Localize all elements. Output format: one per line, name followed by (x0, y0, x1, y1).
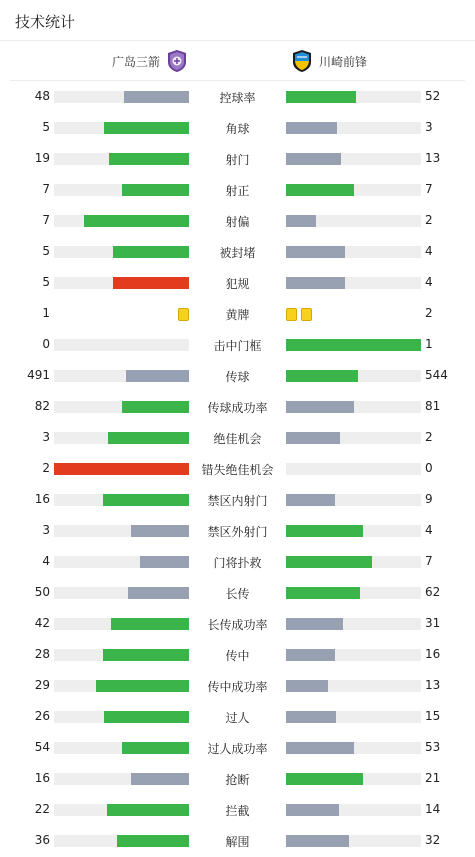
home-stat-value: 5 (42, 275, 50, 289)
stat-row (0, 546, 475, 577)
home-stat-bar (54, 556, 189, 568)
stat-row (0, 453, 475, 484)
away-stat-bar (286, 184, 421, 196)
home-stat-value: 3 (42, 430, 50, 444)
away-stat-bar-fill (286, 587, 360, 599)
away-stat-bar (286, 773, 421, 785)
home-stat-value: 5 (42, 120, 50, 134)
home-stat-bar-fill (117, 835, 189, 847)
home-stat-bar (54, 277, 189, 289)
away-stat-bar (286, 153, 421, 165)
team-header (10, 41, 465, 81)
stat-label: 门将扑救 (213, 556, 262, 570)
away-stat-bar (286, 246, 421, 258)
stat-row (0, 205, 475, 236)
away-stat-value: 32 (425, 833, 441, 847)
away-stat-bar (286, 277, 421, 289)
page-header (0, 0, 475, 41)
home-stat-bar (54, 525, 189, 537)
stat-row (0, 329, 475, 360)
stat-label: 控球率 (219, 91, 256, 105)
away-stat-bar-fill (286, 277, 345, 289)
stat-label: 黄牌 (225, 308, 250, 322)
away-stat-bar (286, 463, 421, 475)
away-stat-bar (286, 339, 421, 351)
away-stat-bar-fill (286, 184, 354, 196)
away-stat-value: 13 (425, 151, 441, 165)
away-stat-bar-fill (286, 835, 349, 847)
home-stat-value: 54 (34, 740, 50, 754)
yellow-card-icon (301, 308, 312, 321)
stat-row (0, 267, 475, 298)
away-stat-bar-fill (286, 432, 340, 444)
stats-list (0, 81, 475, 856)
stat-row (0, 701, 475, 732)
home-stat-value: 82 (34, 399, 50, 413)
home-stat-bar-fill (109, 153, 189, 165)
away-stat-value: 4 (425, 523, 433, 537)
home-stat-bar (54, 401, 189, 413)
home-stat-value: 48 (34, 89, 50, 103)
away-stat-bar-fill (286, 494, 335, 506)
away-stat-bar (286, 649, 421, 661)
home-stat-bar-fill (113, 246, 189, 258)
stat-row (0, 484, 475, 515)
away-stat-bar-fill (286, 804, 339, 816)
home-stat-bar (54, 184, 189, 196)
stat-row (0, 391, 475, 422)
away-stat-bar-fill (286, 91, 356, 103)
home-stat-bar-fill (131, 773, 189, 785)
home-stat-bar (54, 680, 189, 692)
stat-row (0, 732, 475, 763)
stat-label: 禁区内射门 (207, 494, 268, 508)
stat-label: 拦截 (225, 804, 250, 818)
home-stat-value: 28 (34, 647, 50, 661)
away-stat-value: 31 (425, 616, 441, 630)
stat-label: 传中 (225, 649, 250, 663)
away-stat-value: 7 (425, 554, 433, 568)
home-stat-bar (54, 835, 189, 847)
home-stat-bar-fill (104, 122, 189, 134)
home-stat-value: 0 (42, 337, 50, 351)
home-stat-value: 42 (34, 616, 50, 630)
home-stat-value: 22 (34, 802, 50, 816)
home-stat-value: 16 (34, 492, 50, 506)
home-stat-bar-fill (84, 215, 189, 227)
stat-label: 解围 (225, 835, 250, 849)
home-stat-bar-fill (113, 277, 189, 289)
home-stat-bar-fill (122, 184, 190, 196)
home-stat-bar-fill (126, 370, 189, 382)
home-stat-bar (54, 246, 189, 258)
away-stat-bar (286, 587, 421, 599)
away-stat-bar-fill (286, 153, 341, 165)
home-stat-bar (54, 153, 189, 165)
stat-label: 禁区外射门 (207, 525, 268, 539)
away-stat-bar (286, 742, 421, 754)
stat-row (0, 143, 475, 174)
home-stat-bar-fill (122, 742, 190, 754)
stat-label: 传球成功率 (207, 401, 268, 415)
away-stat-value: 544 (425, 368, 448, 382)
home-stat-bar (54, 711, 189, 723)
away-stat-bar (286, 91, 421, 103)
home-stat-value: 50 (34, 585, 50, 599)
stat-row (0, 298, 475, 329)
stat-row (0, 608, 475, 639)
home-stat-bar (54, 91, 189, 103)
away-stat-bar (286, 401, 421, 413)
away-yellow-cards (286, 308, 421, 320)
stat-label: 过人成功率 (207, 742, 268, 756)
home-team-crest-icon (166, 49, 188, 73)
home-team-name: 广岛三箭 (111, 54, 160, 69)
away-stat-value: 7 (425, 182, 433, 196)
stat-label: 射门 (225, 153, 250, 167)
stat-label: 抢断 (225, 773, 250, 787)
stat-row (0, 236, 475, 267)
away-stat-bar-fill (286, 680, 328, 692)
stat-label: 射正 (225, 184, 250, 198)
away-stat-value: 9 (425, 492, 433, 506)
away-stat-value: 2 (425, 306, 433, 320)
home-stat-bar-fill (128, 587, 189, 599)
away-team[interactable] (291, 48, 367, 74)
away-team-crest-icon (291, 49, 313, 73)
away-stat-value: 62 (425, 585, 441, 599)
home-stat-value: 5 (42, 244, 50, 258)
home-stat-value: 16 (34, 771, 50, 785)
stat-row (0, 515, 475, 546)
home-stat-value: 19 (34, 151, 50, 165)
home-stat-bar (54, 339, 189, 351)
home-stat-value: 2 (42, 461, 50, 475)
away-stat-value: 52 (425, 89, 441, 103)
stat-label: 长传成功率 (207, 618, 268, 632)
home-stat-bar (54, 494, 189, 506)
stat-row (0, 794, 475, 825)
home-stat-bar (54, 804, 189, 816)
away-stat-bar-fill (286, 215, 316, 227)
away-stat-value: 53 (425, 740, 441, 754)
stat-label: 击中门框 (213, 339, 262, 353)
stat-label: 过人 (225, 711, 250, 725)
yellow-card-icon (178, 308, 189, 321)
away-stat-value: 15 (425, 709, 441, 723)
stat-label: 传中成功率 (207, 680, 268, 694)
away-stat-value: 1 (425, 337, 433, 351)
home-stat-bar-fill (104, 711, 189, 723)
yellow-card-icon (286, 308, 297, 321)
away-stat-bar (286, 804, 421, 816)
away-team-name: 川崎前锋 (319, 54, 368, 69)
home-stat-value: 7 (42, 182, 50, 196)
home-stat-bar (54, 587, 189, 599)
home-stat-bar-fill (96, 680, 189, 692)
home-stat-value: 29 (34, 678, 50, 692)
away-stat-value: 16 (425, 647, 441, 661)
home-stat-value: 7 (42, 213, 50, 227)
home-stat-bar-fill (107, 804, 189, 816)
away-stat-value: 81 (425, 399, 441, 413)
away-stat-bar (286, 494, 421, 506)
away-stat-value: 13 (425, 678, 441, 692)
home-yellow-cards (54, 308, 189, 320)
stat-label: 被封堵 (219, 246, 256, 260)
away-stat-value: 3 (425, 120, 433, 134)
home-stat-bar-fill (111, 618, 189, 630)
stat-row (0, 763, 475, 794)
home-stat-bar-fill (108, 432, 189, 444)
away-stat-bar (286, 618, 421, 630)
stat-row (0, 422, 475, 453)
stat-label: 绝佳机会 (213, 432, 262, 446)
home-stat-bar-fill (103, 649, 189, 661)
away-stat-bar-fill (286, 742, 354, 754)
stat-label: 长传 (225, 587, 250, 601)
home-stat-bar-fill (54, 463, 189, 475)
stat-row (0, 577, 475, 608)
home-stat-bar (54, 122, 189, 134)
home-stat-bar (54, 370, 189, 382)
home-stat-value: 26 (34, 709, 50, 723)
stat-row (0, 639, 475, 670)
stat-label: 犯规 (225, 277, 250, 291)
home-stat-value: 36 (34, 833, 50, 847)
home-stat-value: 4 (42, 554, 50, 568)
stat-label: 传球 (225, 370, 250, 384)
home-stat-bar (54, 773, 189, 785)
away-stat-bar (286, 680, 421, 692)
away-stat-bar-fill (286, 556, 372, 568)
home-stat-value: 1 (42, 306, 50, 320)
home-stat-value: 3 (42, 523, 50, 537)
home-stat-bar-fill (131, 525, 189, 537)
away-stat-bar-fill (286, 618, 343, 630)
away-stat-value: 4 (425, 244, 433, 258)
away-stat-value: 21 (425, 771, 441, 785)
away-stat-bar (286, 432, 421, 444)
stat-label: 错失绝佳机会 (201, 463, 274, 477)
page-title: 技术统计 (15, 13, 76, 31)
away-stat-bar-fill (286, 649, 335, 661)
home-stat-bar (54, 432, 189, 444)
home-stat-bar-fill (122, 401, 190, 413)
stat-row (0, 360, 475, 391)
away-stat-bar-fill (286, 525, 363, 537)
home-stat-bar (54, 742, 189, 754)
home-stat-bar-fill (140, 556, 189, 568)
away-stat-value: 0 (425, 461, 433, 475)
away-stat-bar (286, 835, 421, 847)
stat-row (0, 825, 475, 856)
away-stat-bar-fill (286, 122, 337, 134)
away-stat-bar-fill (286, 773, 363, 785)
away-stat-value: 14 (425, 802, 441, 816)
home-stat-bar (54, 215, 189, 227)
away-stat-bar (286, 711, 421, 723)
away-stat-value: 4 (425, 275, 433, 289)
stat-row (0, 112, 475, 143)
away-stat-bar (286, 556, 421, 568)
home-stat-bar-fill (103, 494, 189, 506)
away-stat-bar (286, 122, 421, 134)
away-stat-bar (286, 215, 421, 227)
away-stat-bar-fill (286, 711, 336, 723)
stat-label: 角球 (225, 122, 250, 136)
stat-row (0, 174, 475, 205)
home-stat-bar (54, 618, 189, 630)
away-stat-bar-fill (286, 339, 421, 351)
stat-row (0, 81, 475, 112)
stat-label: 射偏 (225, 215, 250, 229)
home-stat-bar-fill (124, 91, 189, 103)
away-stat-bar-fill (286, 370, 358, 382)
away-stat-bar-fill (286, 246, 345, 258)
home-team[interactable] (112, 48, 188, 74)
away-stat-bar (286, 525, 421, 537)
home-stat-bar (54, 463, 189, 475)
away-stat-value: 2 (425, 430, 433, 444)
home-stat-bar (54, 649, 189, 661)
home-stat-value: 491 (27, 368, 50, 382)
away-stat-bar (286, 370, 421, 382)
stat-row (0, 670, 475, 701)
away-stat-value: 2 (425, 213, 433, 227)
away-stat-bar-fill (286, 401, 354, 413)
